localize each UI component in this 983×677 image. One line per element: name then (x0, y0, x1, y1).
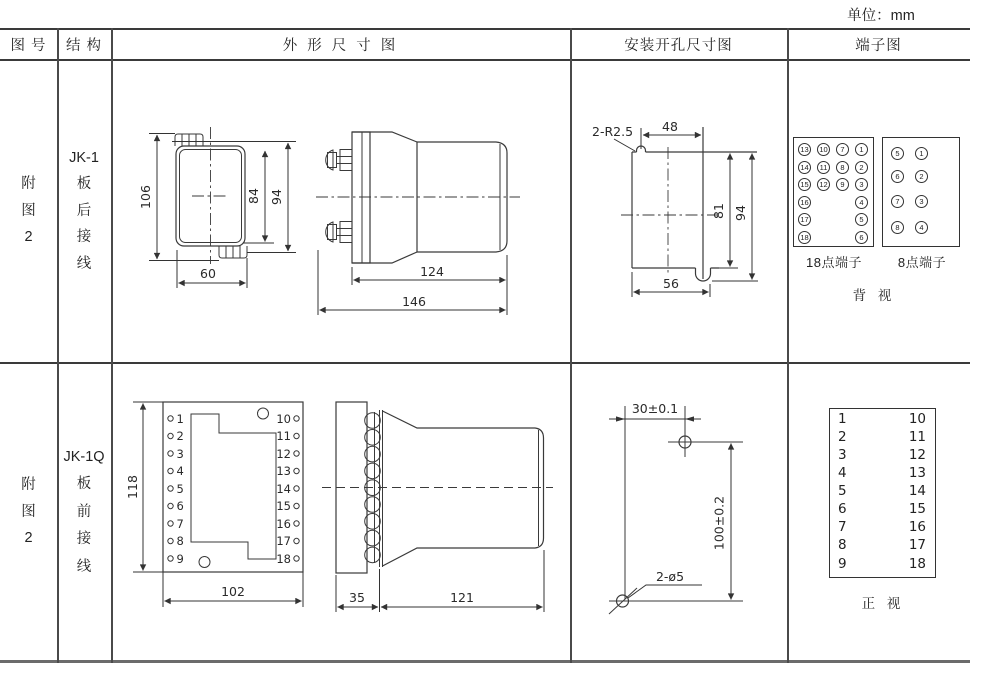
pin-number: 16 (276, 517, 291, 531)
mounting-cutout-drawing (578, 113, 783, 308)
dim-width: 102 (221, 584, 245, 599)
row2-structure-line: JK-1Q (63, 448, 105, 465)
row2-structure (57, 363, 111, 661)
outline-side-view-drawing (310, 113, 525, 318)
terminal-pin: 6 (891, 170, 904, 183)
dim-inner-height: 84 (246, 188, 261, 204)
row1-fig-no (0, 60, 57, 362)
dim-front-height: 106 (138, 185, 153, 209)
terminal-pin: 9 (836, 178, 849, 191)
terminal-pin: 5 (891, 147, 904, 160)
dim-top-width: 48 (662, 119, 678, 134)
row2-structure-line: 前 (76, 503, 92, 520)
left-terminal-column (168, 412, 184, 566)
front-view-dimensions (138, 134, 296, 289)
col-divider-3 (570, 28, 572, 663)
mounting-hole-bottom (199, 557, 210, 568)
terminal-pin: 7 (836, 143, 849, 156)
relay-front-view-q (163, 402, 303, 572)
row2-structure-line: 接 (76, 531, 92, 548)
pin-number: 4 (838, 465, 847, 482)
dim-body-length: 124 (420, 264, 444, 279)
right-terminal-column (276, 412, 299, 566)
pin-number: 3 (838, 447, 847, 464)
row2-fig-char: 图 (21, 503, 36, 520)
front-view-label: 正 视 (861, 596, 905, 611)
terminal-box-18 (793, 137, 874, 247)
dim-inner-height: 81 (711, 203, 726, 219)
cutout-dimensions (592, 119, 758, 297)
dim-corner-radius-label: 2-R2.5 (592, 124, 634, 139)
terminal-pin: 7 (891, 195, 904, 208)
outline-side-view-q-drawing (320, 395, 560, 620)
row1-structure (57, 60, 111, 362)
dim-hole-h-spacing: 30±0.1 (631, 401, 679, 416)
dim-front-width: 60 (200, 266, 216, 281)
rear-view-label: 背 视 (852, 288, 896, 303)
mounting-bolt-top (326, 150, 352, 171)
terminal-pin: 16 (798, 196, 811, 209)
header-terminal: 端子图 (855, 38, 902, 54)
terminal-left-column (838, 413, 847, 571)
terminal-pin: 3 (855, 178, 868, 191)
terminal-pin: 2 (915, 170, 928, 183)
pin-number: 12 (276, 447, 291, 461)
dim-outer-height: 94 (733, 205, 748, 221)
terminal-8-label: 8点端子 (897, 255, 947, 270)
pin-number: 8 (838, 537, 847, 554)
terminal-right-column (909, 413, 926, 571)
pin-number: 11 (276, 429, 291, 443)
terminal-pin: 2 (855, 161, 868, 174)
pin-number: 4 (176, 464, 184, 478)
terminal-box-8 (882, 137, 960, 247)
terminal-pin: 1 (855, 143, 868, 156)
pin-number: 18 (908, 555, 926, 572)
relay-front-view (175, 127, 247, 264)
pin-number: 6 (838, 501, 847, 518)
pin-number: 11 (908, 429, 926, 446)
row1-structure-line: JK-1 (69, 149, 99, 166)
outline-front-view-q-drawing (125, 395, 320, 610)
pin-number: 6 (176, 499, 184, 513)
mounting-bolt-bottom (326, 222, 352, 243)
pin-number: 3 (176, 447, 184, 461)
pin-number: 18 (276, 552, 291, 566)
terminal-pin: 4 (855, 196, 868, 209)
terminal-pin: 8 (836, 161, 849, 174)
dim-outer-height: 94 (269, 189, 284, 205)
row2-fig-char: 2 (24, 530, 33, 547)
terminal-pin: 18 (798, 231, 811, 244)
pin-number: 12 (908, 447, 926, 464)
pin-number: 9 (838, 555, 847, 572)
header-structure: 结 构 (65, 38, 103, 54)
side-view-dimensions (318, 250, 507, 315)
dim-body-length: 121 (450, 590, 474, 605)
row2-fig-no (0, 363, 57, 661)
relay-side-view-q (322, 402, 553, 573)
dim-hole-v-spacing: 100±0.2 (711, 495, 727, 551)
outline-front-view-drawing (125, 113, 305, 308)
pin-number: 14 (908, 483, 926, 500)
pin-number: 1 (176, 412, 184, 426)
pin-number: 2 (838, 429, 847, 446)
pin-number: 1 (838, 411, 847, 427)
row1-fig-char: 图 (21, 202, 36, 219)
terminal-pin: 10 (817, 143, 830, 156)
header-mounting: 安装开孔尺寸图 (624, 38, 733, 54)
mounting-hole-top (258, 408, 269, 419)
table-bottom-border (0, 660, 970, 663)
panel-cutout-rear (621, 127, 757, 281)
terminal-18-label: 18点端子 (806, 255, 862, 270)
row2-structure-line: 板 (76, 476, 92, 493)
pin-number: 16 (908, 519, 926, 536)
pin-number: 17 (276, 534, 291, 548)
row1-fig-char: 附 (21, 176, 36, 193)
unit-label: 单位：mm (847, 8, 915, 24)
pin-number: 5 (176, 482, 184, 496)
row2-fig-char: 附 (21, 477, 36, 494)
terminal-pin: 11 (817, 161, 830, 174)
row2-structure-line: 线 (76, 558, 92, 575)
terminal-pin: 1 (915, 147, 928, 160)
terminal-pin: 6 (855, 231, 868, 244)
pin-number: 2 (176, 429, 184, 443)
row1-fig-char: 2 (24, 229, 33, 246)
dim-panel-width: 35 (349, 590, 365, 605)
pin-number: 10 (276, 412, 291, 426)
terminal-pin: 14 (798, 161, 811, 174)
mounting-q-dimensions (609, 401, 731, 600)
terminal-pin: 3 (915, 195, 928, 208)
pin-number: 5 (838, 483, 847, 500)
terminal-pin: 17 (798, 213, 811, 226)
pin-number: 7 (838, 519, 847, 536)
row-divider (0, 362, 970, 364)
terminal-pin: 4 (915, 221, 928, 234)
pin-number: 13 (276, 464, 291, 478)
pin-number: 9 (176, 552, 184, 566)
dim-hole-diameter-label: 2-ø5 (655, 569, 685, 584)
col-divider-4 (787, 28, 789, 663)
pin-number: 15 (276, 499, 291, 513)
terminal-pin: 15 (798, 178, 811, 191)
row1-structure-line: 后 (76, 202, 92, 219)
pin-number: 15 (908, 501, 926, 518)
pin-number: 10 (908, 411, 926, 427)
row1-structure-line: 线 (76, 255, 92, 272)
row1-structure-line: 接 (76, 229, 92, 246)
pin-number: 17 (908, 537, 926, 554)
dim-total-length: 146 (402, 294, 426, 309)
dim-height: 118 (125, 475, 140, 499)
pin-number: 14 (276, 482, 291, 496)
pin-number: 8 (176, 534, 184, 548)
dim-bottom-width: 56 (663, 276, 679, 291)
terminal-pin: 13 (798, 143, 811, 156)
header-outline: 外 形 尺 寸 图 (282, 38, 399, 54)
row1-structure-line: 板 (76, 176, 92, 193)
terminal-pin: 8 (891, 221, 904, 234)
top-terminal-tab (175, 134, 203, 146)
terminal-box-front (829, 408, 936, 578)
mounting-holes-q-drawing (595, 395, 765, 620)
bottom-terminal-tab (219, 246, 247, 258)
pin-number: 7 (176, 517, 184, 531)
pin-number: 13 (908, 465, 926, 482)
col-divider-2 (111, 28, 113, 663)
terminal-pin: 5 (855, 213, 868, 226)
header-fig-no: 图 号 (10, 38, 47, 54)
relay-side-view (316, 132, 520, 263)
terminal-pin: 12 (817, 178, 830, 191)
